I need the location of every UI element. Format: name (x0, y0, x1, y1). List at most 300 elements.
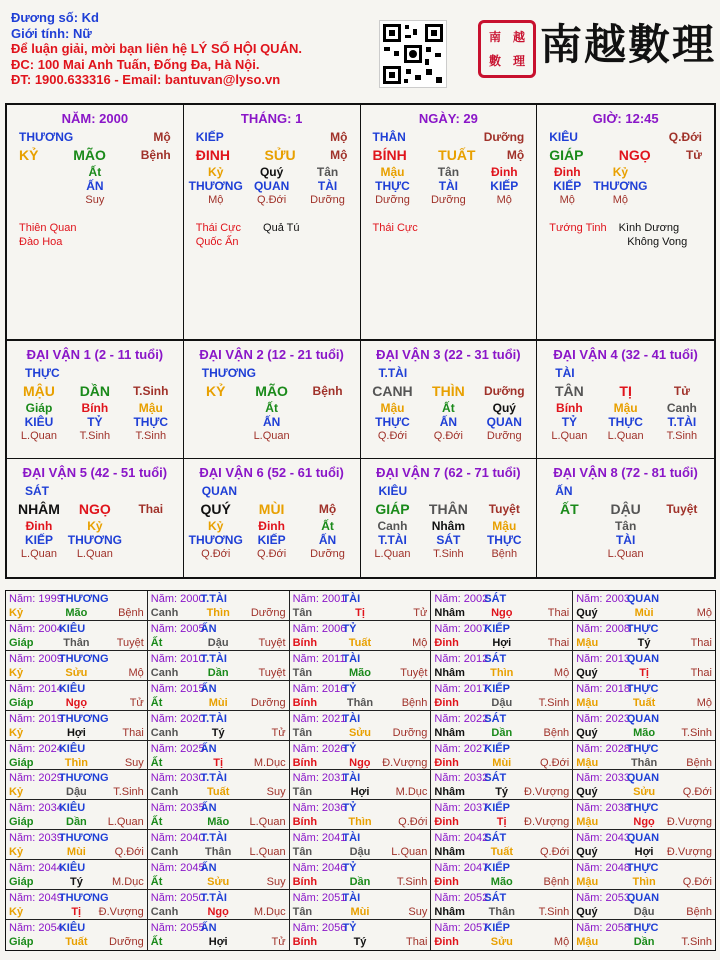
year-label: Năm: 2011 (292, 652, 346, 665)
year-god: KIẾP (484, 922, 510, 935)
dai-van-god: SÁT (25, 484, 49, 498)
year-can: Tân (292, 786, 313, 799)
dia-chi: ĐC: 100 Mai Anh Tuấn, Đống Đa, Hà Nội. (11, 56, 260, 72)
dai-van-chi: NGỌ (78, 501, 111, 517)
year-cell (290, 651, 432, 681)
year-cell (148, 920, 290, 950)
year-cell (431, 920, 573, 950)
year-stage: M.Dục (395, 786, 428, 799)
year-stage: Bệnh (686, 906, 712, 919)
year-label: Năm: 2015 (150, 682, 205, 695)
year-can: Bính (292, 816, 318, 829)
year-chi: Sửu (348, 726, 371, 739)
year-can: Giáp (9, 636, 34, 649)
year-cell (573, 591, 715, 621)
year-chi: Mùi (634, 607, 654, 619)
pillar-title: NĂM: 2000 (61, 111, 129, 126)
hidden-god: ẤN (439, 415, 458, 429)
hidden-stage (300, 429, 356, 443)
year-cell (573, 770, 715, 800)
hidden-stage: L.Quan (20, 548, 57, 560)
year-cell (431, 800, 573, 830)
year-label: Năm: 2006 (292, 622, 347, 635)
hidden-can (123, 519, 179, 533)
year-stage: L.Quan (107, 816, 144, 829)
year-label: Năm: 2027 (434, 742, 489, 755)
dai-van-stage: Thai (138, 502, 164, 516)
year-label: Năm: 2056 (292, 922, 347, 935)
hidden-god: TỶ (87, 415, 103, 429)
hidden-can: Mậu (492, 519, 517, 533)
star-2: Đào Hoa (19, 236, 63, 248)
year-chi: Mão (207, 816, 230, 829)
year-cell (290, 920, 432, 950)
year-stage: T.Sinh (538, 906, 570, 919)
year-can: Kỷ (9, 607, 24, 619)
year-label: Năm: 1999 (9, 593, 63, 605)
year-chi: Tị (496, 816, 507, 829)
year-god: THỰC (626, 742, 659, 755)
year-cell (6, 741, 148, 771)
year-god: KIÊU (58, 862, 86, 875)
year-can: Mậu (576, 876, 599, 889)
year-chi: Sửu (65, 666, 88, 679)
year-chi: Dần (491, 726, 513, 739)
year-stage: Dưỡng (109, 936, 144, 949)
hidden-god (541, 533, 597, 547)
dai-van-stage: Tuyệt (666, 502, 698, 516)
year-label: Năm: 2014 (9, 682, 63, 695)
hidden-can: Đinh (258, 519, 285, 533)
year-cell (148, 830, 290, 860)
year-chi: Thìn (490, 666, 514, 679)
year-chi: Hợi (208, 936, 228, 949)
year-can: Bính (292, 636, 318, 649)
year-god: SÁT (484, 593, 507, 605)
dai-van-god: THỰC (25, 366, 60, 380)
year-cell (148, 890, 290, 920)
hidden-god: KIẾP (24, 533, 53, 547)
year-can: Bính (292, 936, 318, 949)
year-label: Năm: 2045 (150, 862, 205, 875)
year-label: Năm: 2058 (576, 922, 630, 935)
year-god: KIÊU (58, 802, 86, 815)
year-label: Năm: 2025 (150, 742, 205, 755)
year-chi: Mùi (492, 756, 512, 769)
dai-van-chi: THÌN (432, 383, 465, 399)
year-label: Năm: 2021 (292, 712, 347, 725)
hidden-god: TỶ (561, 415, 578, 429)
hidden-god: TÀI (317, 179, 338, 193)
hidden-can: Tân (614, 519, 637, 533)
year-cell (148, 800, 290, 830)
hidden-stage: T.Sinh (79, 430, 111, 442)
year-cell (290, 741, 432, 771)
hidden-can: Quý (259, 165, 284, 179)
year-chi: Mão (65, 607, 88, 619)
hidden-can: Đinh (553, 165, 581, 179)
year-stage: Bệnh (543, 726, 570, 739)
year-label: Năm: 2010 (150, 652, 205, 665)
pillar-god: KIẾP (195, 130, 224, 144)
year-stage: Mộ (553, 936, 570, 949)
year-cell (6, 711, 148, 741)
hidden-god (654, 533, 710, 547)
hidden-god: KIẾP (257, 533, 286, 547)
header-info (11, 10, 302, 88)
year-label: Năm: 2024 (9, 742, 63, 755)
hidden-can: Canh (666, 401, 697, 415)
year-label: Năm: 2002 (434, 593, 489, 605)
year-stage: Thai (690, 636, 712, 649)
year-god: KIÊU (58, 622, 86, 635)
year-god: KIÊU (58, 742, 86, 755)
year-god: SÁT (484, 712, 507, 725)
year-god: THỰC (626, 802, 659, 815)
year-can: Canh (150, 846, 179, 859)
year-god: T.TÀI (200, 892, 227, 905)
hidden-stage: Q.Đới (377, 430, 408, 442)
year-label: Năm: 2053 (576, 892, 630, 905)
year-chi: Sửu (207, 876, 230, 889)
pillar-day (361, 105, 538, 339)
year-chi: Mão (348, 666, 371, 679)
year-chi: Sửu (633, 786, 656, 799)
hidden-stage: Q.Đới (201, 548, 231, 560)
year-can: Đinh (434, 936, 459, 949)
dai-van-chi: THÂN (428, 501, 468, 517)
year-chi: Dậu (207, 636, 229, 649)
dai-van-title: ĐẠI VẬN 7 (62 - 71 tuổi) (376, 465, 521, 480)
year-can: Tân (292, 906, 313, 919)
year-can: Mậu (576, 636, 599, 649)
year-can: Giáp (9, 696, 34, 709)
hidden-can: Ất (265, 401, 278, 415)
year-god: TÀI (342, 652, 361, 665)
year-cell (431, 591, 573, 621)
year-stage: Dưỡng (392, 726, 428, 739)
year-can: Ất (150, 936, 163, 949)
hidden-can (654, 519, 710, 533)
hidden-god (188, 415, 244, 429)
year-stage: Tử (271, 936, 286, 949)
year-god: THƯƠNG (58, 772, 109, 785)
year-god: THỰC (626, 922, 659, 935)
year-stage: Bệnh (118, 607, 144, 619)
dai-van-7 (361, 459, 538, 577)
year-god: SÁT (484, 652, 507, 665)
year-cell (6, 651, 148, 681)
year-god: ẤN (200, 862, 217, 875)
year-chi: Tý (637, 636, 651, 649)
year-label: Năm: 2047 (434, 862, 489, 875)
year-can: Tân (292, 726, 313, 739)
year-god: ẤN (200, 802, 217, 815)
pillar-can: BÍNH (372, 147, 407, 163)
year-label: Năm: 2037 (434, 802, 489, 815)
hidden-can: Mậu (380, 401, 405, 415)
year-chi: Sửu (490, 936, 513, 949)
year-chi: Mùi (350, 906, 370, 919)
hidden-stage (123, 547, 179, 561)
year-god: T.TÀI (200, 832, 227, 845)
dai-van-chi: DẬU (610, 501, 641, 517)
year-stage: Tử (271, 726, 286, 739)
hidden-god: QUAN (253, 179, 290, 193)
year-chi: Mão (633, 726, 656, 739)
dai-van-stage: Tử (673, 384, 690, 398)
year-chi: Tị (213, 756, 224, 769)
year-chi: Dậu (66, 786, 87, 799)
year-stage: Suy (124, 756, 144, 769)
hidden-god: THƯƠNG (593, 179, 648, 193)
year-god: TÀI (342, 892, 361, 905)
year-god: KIẾP (484, 682, 510, 695)
year-cell (573, 920, 715, 950)
year-label: Năm: 2026 (292, 742, 347, 755)
year-label: Năm: 2032 (434, 772, 489, 785)
hidden-can: Bính (81, 401, 109, 415)
year-label: Năm: 2028 (576, 742, 630, 755)
year-label: Năm: 2057 (434, 922, 489, 935)
year-chi: Dậu (633, 906, 655, 919)
year-stage: Thai (690, 666, 712, 679)
year-can: Quý (576, 786, 598, 799)
duong-so: Đương số: Kd (11, 10, 99, 25)
year-stage: Thai (405, 936, 428, 949)
year-cell (290, 681, 432, 711)
year-can: Kỷ (9, 726, 24, 739)
hidden-can (188, 401, 244, 415)
seal-stamp-icon: 南 越 數 理 (478, 20, 536, 78)
hidden-god: T.TÀI (667, 415, 697, 429)
year-can: Nhâm (434, 846, 465, 859)
year-cell (573, 651, 715, 681)
dai-van-5 (7, 459, 184, 577)
year-god: TÀI (342, 832, 361, 845)
year-chi: Tý (353, 936, 367, 949)
year-chi: Tuất (65, 936, 88, 949)
hidden-can (541, 519, 597, 533)
year-cell (148, 591, 290, 621)
year-label: Năm: 2046 (292, 862, 347, 875)
dai-van-can: CANH (372, 383, 413, 399)
year-cell (573, 681, 715, 711)
hidden-god: TÀI (438, 179, 459, 193)
year-cell (148, 770, 290, 800)
year-chi: Thân (205, 846, 232, 859)
year-god: QUAN (626, 892, 660, 905)
hidden-stage: T.Sinh (666, 430, 698, 442)
year-chi: Ngọ (65, 696, 88, 709)
year-stage: Mộ (696, 607, 712, 619)
dai-van-can: GIÁP (375, 501, 410, 517)
year-god: TỶ (342, 922, 357, 935)
year-god: ẤN (200, 922, 217, 935)
year-stage: Q.Đới (682, 786, 712, 799)
pillar-hour (537, 105, 714, 339)
year-cell (6, 860, 148, 890)
year-stage: Thai (547, 636, 570, 649)
year-label: Năm: 2043 (576, 832, 630, 845)
year-can: Ất (150, 696, 163, 709)
year-can: Canh (150, 726, 179, 739)
year-chi: Tý (211, 726, 225, 739)
star-1: Thái Cực (195, 222, 242, 234)
year-can: Canh (150, 906, 179, 919)
year-stage: Tử (413, 607, 428, 619)
year-god: SÁT (484, 832, 507, 845)
dai-van-4 (537, 341, 714, 459)
dai-van-stage: T.Sinh (133, 384, 169, 398)
year-cell (290, 800, 432, 830)
pillar-stage2: Mộ (330, 148, 348, 162)
dai-van-can: KỶ (205, 383, 226, 399)
pillar-stage: Mộ (330, 130, 348, 144)
year-label: Năm: 2009 (9, 652, 63, 665)
year-cell (573, 830, 715, 860)
year-label: Năm: 2052 (434, 892, 489, 905)
year-cell (290, 711, 432, 741)
year-can: Nhâm (434, 906, 465, 919)
year-cell (148, 621, 290, 651)
year-god: TÀI (342, 593, 361, 605)
year-can: Quý (576, 906, 598, 919)
year-cell (573, 741, 715, 771)
year-god: THỰC (626, 622, 659, 635)
year-label: Năm: 2016 (292, 682, 347, 695)
year-stage: Mộ (553, 666, 570, 679)
dien-thoai: ĐT: 1900.633316 - Email: bantuvan@lyso.vn (11, 72, 281, 87)
dai-van-god: T.TÀI (378, 366, 408, 380)
year-label: Năm: 2054 (9, 922, 63, 935)
year-label: Năm: 2023 (576, 712, 630, 725)
year-stage: Tuyệt (400, 666, 428, 679)
hidden-can (300, 401, 356, 415)
pillar-stage2: Tử (685, 148, 702, 162)
pillar-can: GIÁP (549, 147, 584, 163)
hidden-stage (654, 547, 710, 561)
hidden-god: ẤN (262, 415, 281, 429)
year-chi: Thìn (348, 816, 372, 829)
hidden-god: THƯƠNG (188, 533, 243, 547)
year-cell (431, 890, 573, 920)
hidden-can: Mậu (613, 401, 638, 415)
year-god: THƯƠNG (58, 652, 109, 665)
dai-van-title: ĐẠI VẬN 4 (32 - 41 tuổi) (553, 347, 698, 362)
dai-van-god: QUAN (201, 484, 238, 498)
year-cell (573, 800, 715, 830)
year-cell (6, 830, 148, 860)
hidden-stage (188, 429, 244, 443)
year-cell (290, 591, 432, 621)
year-can: Bính (292, 696, 318, 709)
year-chi: Mão (490, 876, 513, 889)
pillar-month (184, 105, 361, 339)
year-cell (290, 621, 432, 651)
pillar-chi: MÃO (73, 147, 106, 163)
year-god: TỶ (342, 802, 357, 815)
dai-van-can: ẤT (560, 501, 579, 517)
year-stage: Mộ (412, 636, 428, 649)
pillar-god: KIÊU (549, 130, 578, 144)
year-stage: T.Sinh (538, 696, 570, 709)
pillar-can: ĐINH (195, 147, 230, 163)
year-chi: Dần (349, 876, 371, 889)
year-can: Nhâm (434, 726, 465, 739)
year-god: THƯƠNG (58, 593, 109, 605)
dai-van-chi: TỊ (619, 383, 632, 399)
year-cell (431, 830, 573, 860)
dai-van-grid (5, 341, 716, 579)
pillar-stage2: Bệnh (140, 148, 171, 162)
year-can: Tân (292, 846, 313, 859)
year-stage: Tuyệt (258, 636, 286, 649)
hidden-stage: Q.Đới (257, 194, 287, 206)
year-god: THƯƠNG (58, 832, 109, 845)
dai-van-god: THƯƠNG (201, 366, 256, 380)
year-chi: Thân (630, 756, 658, 769)
year-label: Năm: 2035 (150, 802, 205, 815)
year-cell (6, 890, 148, 920)
year-can: Bính (292, 876, 318, 889)
year-chi: Tý (69, 876, 83, 889)
year-can: Mậu (576, 696, 599, 709)
year-can: Kỷ (9, 846, 24, 859)
hidden-god: KIẾP (490, 179, 519, 193)
year-can: Quý (576, 726, 598, 739)
year-cell (148, 651, 290, 681)
year-cell (431, 860, 573, 890)
hidden-god: T.TÀI (378, 533, 407, 547)
year-stage: L.Quan (249, 816, 286, 829)
year-stage: L.Quan (391, 846, 428, 859)
year-chi: Tuất (632, 696, 656, 709)
year-stage: T.Sinh (681, 726, 712, 739)
dai-van-can: NHÂM (17, 501, 60, 517)
hidden-stage: Dưỡng (310, 548, 345, 560)
year-stage: Đ.Vượng (382, 756, 428, 769)
year-cell (6, 681, 148, 711)
hidden-can: Kỷ (208, 519, 224, 533)
year-label: Năm: 2004 (9, 622, 63, 635)
pillar-stage: Mộ (153, 130, 171, 144)
year-cell (290, 890, 432, 920)
pillar-year (7, 105, 184, 339)
year-stage: Q.Đới (539, 846, 570, 859)
hidden-can: Ất (442, 401, 455, 415)
year-chi: Hợi (350, 786, 370, 799)
year-chi: Mùi (66, 846, 86, 859)
year-can: Ất (150, 816, 163, 829)
year-stage: T.Sinh (681, 936, 712, 949)
year-god: TỶ (342, 862, 357, 875)
dai-van-stage: Bệnh (312, 384, 343, 398)
year-god: KIẾP (484, 742, 510, 755)
dai-van-8 (537, 459, 714, 577)
hidden-stage: T.Sinh (433, 548, 464, 560)
hidden-stage: Bệnh (491, 548, 518, 560)
year-stage: Suy (266, 786, 286, 799)
year-god: QUAN (626, 652, 660, 665)
year-can: Ất (150, 876, 163, 889)
hidden-god: KIÊU (24, 415, 54, 429)
year-god: KIẾP (484, 622, 510, 635)
year-label: Năm: 2020 (150, 712, 205, 725)
hidden-stage: Dưỡng (310, 194, 345, 206)
year-stage: T.Sinh (396, 876, 428, 889)
year-god: T.TÀI (200, 712, 227, 725)
